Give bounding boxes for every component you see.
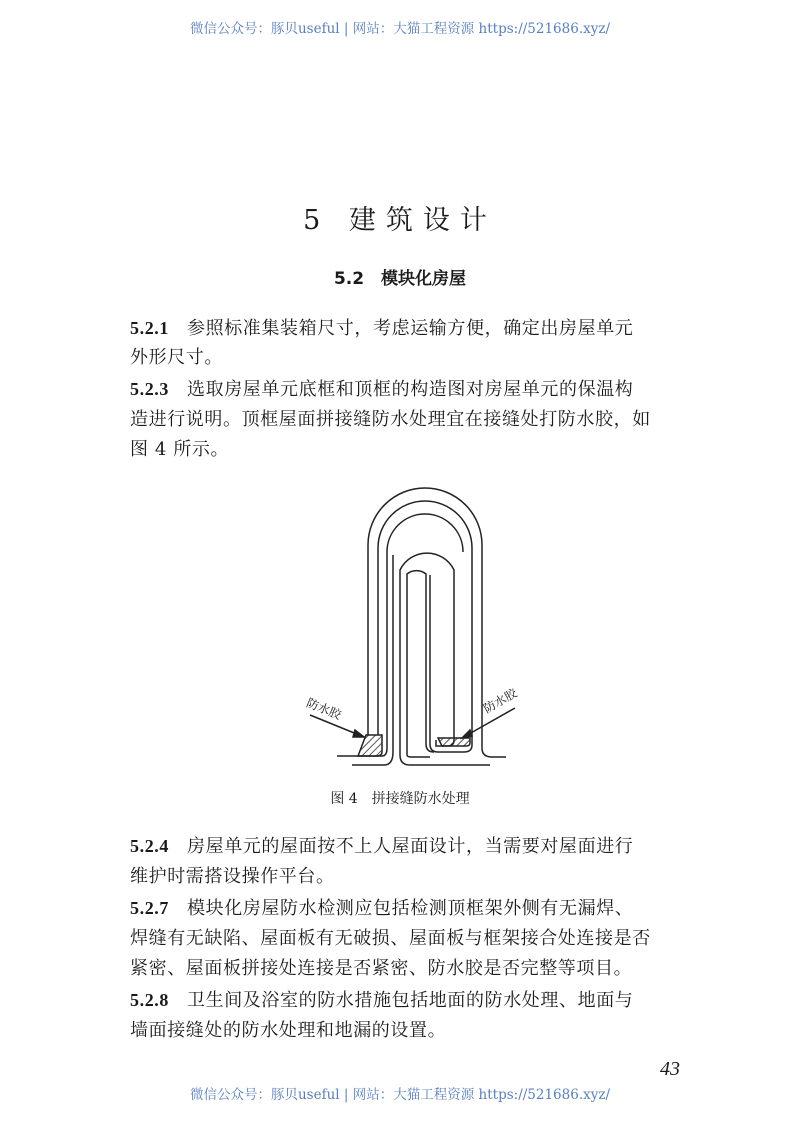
page-number: 43 (660, 1058, 680, 1080)
line: 房屋单元的屋面按不上人屋面设计，当需要对屋面进行 (187, 836, 634, 857)
line: 图 4 所示。 (130, 439, 230, 460)
figure-caption: 图 4 拼接缝防水处理 (330, 791, 470, 807)
line: 模块化房屋防水检测应包括检测顶框架外侧有无漏焊、 (187, 898, 634, 919)
line: 造进行说明。顶框屋面拼接缝防水处理宜在接缝处打防水胶，如 (130, 409, 651, 430)
watermark-top: 微信公众号：豚贝useful | 网站：大猫工程资源 https://521686.xyz/ (189, 21, 611, 37)
figure-label-left: 防水胶 (304, 695, 344, 723)
line: 焊缝有无缺陷、屋面板有无破损、屋面板与框架接合处连接是否 (130, 928, 651, 949)
line: 紧密、屋面板拼接处连接是否紧密、防水胶是否完整等项目。 (130, 958, 633, 979)
watermark-bottom: 微信公众号：豚贝useful | 网站：大猫工程资源 https://521686.xyz/ (189, 1087, 611, 1103)
section-title: 5.2 模块化房屋 (333, 269, 467, 289)
clause-number: 5.2.7 (130, 898, 169, 918)
paragraph-5-2-8 (130, 986, 633, 1012)
chapter-title: 5 建筑设计 (303, 205, 497, 236)
clause-number: 5.2.1 (130, 318, 169, 338)
line: 外形尺寸。 (130, 347, 223, 368)
paragraph-5-2-7 (130, 894, 633, 920)
line: 选取房屋单元底框和顶框的构造图对房屋单元的保温构 (187, 379, 634, 400)
clause-number: 5.2.8 (130, 990, 169, 1010)
line: 墙面接缝处的防水处理和地漏的设置。 (130, 1020, 447, 1041)
figure-label-right: 防水胶 (481, 685, 520, 716)
line: 维护时需搭设操作平台。 (130, 866, 335, 887)
line: 参照标准集装箱尺寸，考虑运输方便，确定出房屋单元 (187, 318, 634, 339)
line: 卫生间及浴室的防水措施包括地面的防水处理、地面与 (187, 990, 634, 1011)
clause-number: 5.2.3 (130, 379, 169, 399)
clause-number: 5.2.4 (130, 836, 169, 856)
paragraph-5-2-4 (130, 832, 633, 858)
